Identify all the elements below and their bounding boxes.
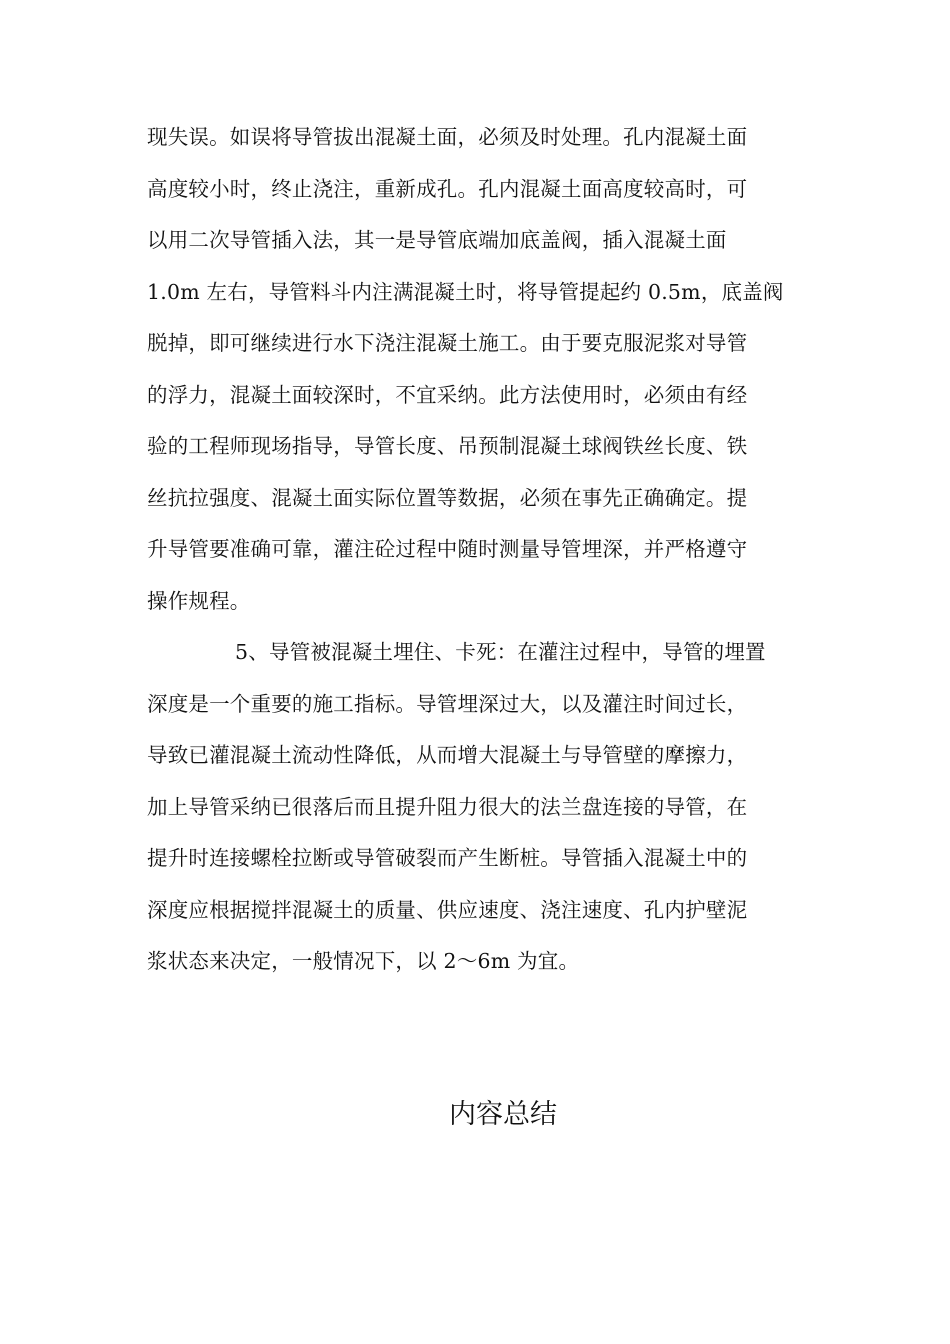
- item5-line: 深度是一个重要的施工指标。导管埋深过大，以及灌注时间过长，: [147, 691, 748, 716]
- paragraph-line: 操作规程。: [147, 588, 251, 613]
- item5-line: 加上导管采纳已很落后而且提升阻力很大的法兰盘连接的导管，在: [147, 794, 748, 819]
- item5-line: 5、导管被混凝土埋住、卡死：在灌注过程中，导管的埋置: [235, 640, 766, 664]
- item5-line: 导致已灌混凝土流动性降低，从而增大混凝土与导管壁的摩擦力，: [147, 743, 748, 767]
- item5-line: 浆状态来决定，一般情况下，以 2～6m 为宜。: [147, 949, 580, 973]
- paragraph-line: 脱掉，即可继续进行水下浇注混凝土施工。由于要克服泥浆对导管: [147, 331, 748, 355]
- paragraph-line: 现失误。如误将导管拔出混凝土面，必须及时处理。孔内混凝土面: [147, 125, 748, 149]
- paragraph-line: 验的工程师现场指导，导管长度、吊预制混凝土球阀铁丝长度、铁: [147, 434, 748, 458]
- paragraph-line: 升导管要准确可靠，灌注砼过程中随时测量导管埋深，并严格遵守: [147, 537, 748, 561]
- paragraph-line: 的浮力，混凝土面较深时，不宜采纳。此方法使用时，必须由有经: [147, 382, 748, 407]
- paragraph-line: 以用二次导管插入法，其一是导管底端加底盖阀，插入混凝土面: [147, 228, 727, 252]
- paragraph-line: 丝抗拉强度、混凝土面实际位置等数据，必须在事先正确确定。提: [147, 485, 748, 510]
- paragraph-line: 高度较小时，终止浇注，重新成孔。孔内混凝土面高度较高时，可: [147, 176, 748, 201]
- item5-line: 提升时连接螺栓拉断或导管破裂而产生断桩。导管插入混凝土中的: [147, 846, 748, 870]
- body-text: [147, 116, 807, 992]
- section-title: 内容总结: [449, 1099, 557, 1130]
- paragraph-line: 1.0m 左右，导管料斗内注满混凝土时，将导管提起约 0.5m，底盖阀: [147, 279, 784, 304]
- item5-line: 深度应根据搅拌混凝土的质量、供应速度、浇注速度、孔内护壁泥: [147, 897, 748, 922]
